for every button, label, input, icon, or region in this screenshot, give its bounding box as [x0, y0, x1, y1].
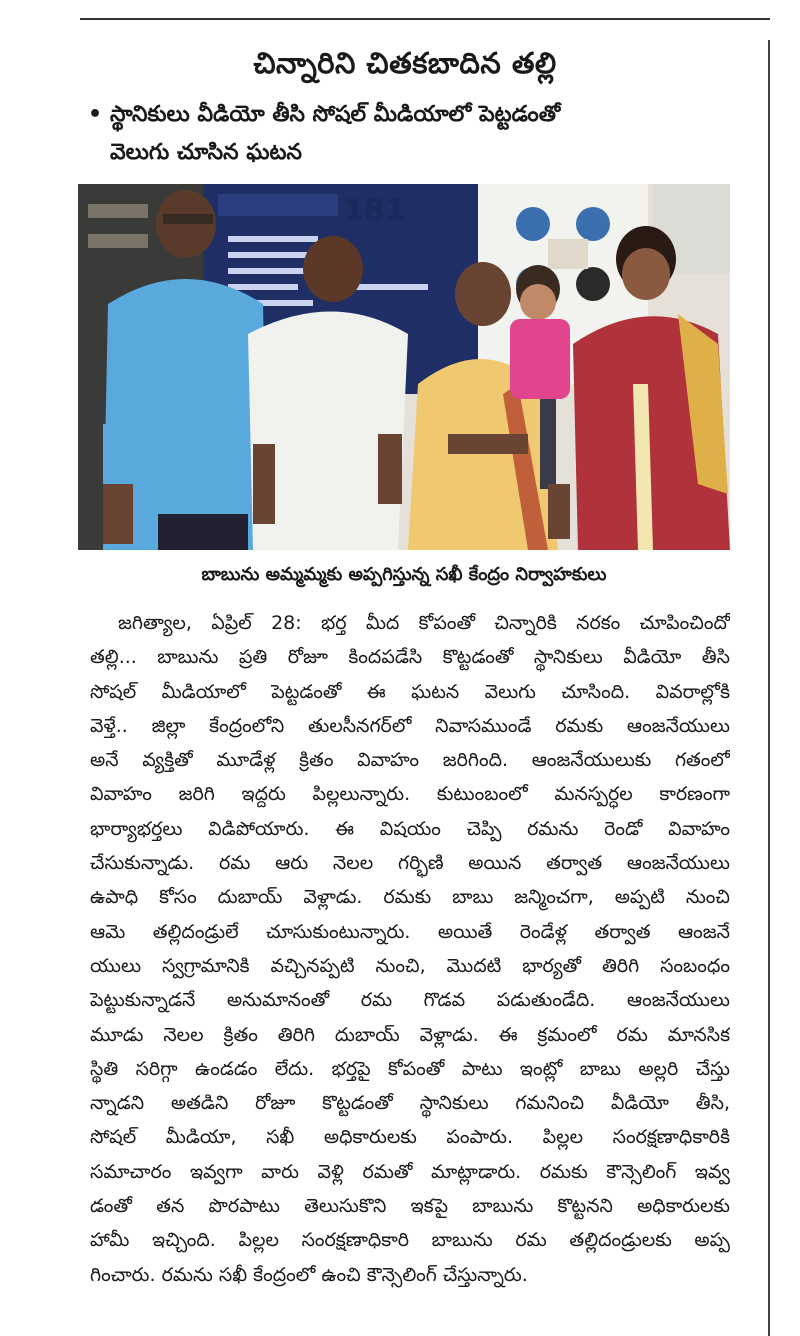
- article-body: [90, 606, 730, 1292]
- article-line: సోషల్ మీడియాలో పెట్టడంతో ఈ ఘటన వెలుగు చూసింది. వివరాల్లోకి: [90, 680, 730, 703]
- subheadline-text-1: స్థానికులు వీడియో తీసి సోషల్ మీడియాలో పెట్టడంతో: [110, 102, 561, 127]
- photo-illustration: [78, 184, 730, 550]
- article-line: హామీ ఇచ్చింది. పిల్లల సంరక్షణాధికారి బాబును రమ తల్లిదండ్రులకు అప్ప: [90, 1229, 730, 1252]
- article-line: స్థితి సరిగ్గా ఉండడం లేదు. భర్తపై కోపంతో పాటు ఇంట్లో బాబు అల్లరి చేస్తు: [90, 1057, 730, 1080]
- article-line: గించారు. రమను సఖీ కేంద్రంలో ఉంచి కౌన్సెలింగ్ చేస్తున్నారు.: [90, 1263, 528, 1286]
- article-line: జగిత్యాల, ఏప్రిల్ 28: భర్త మీద కోపంతో చిన్నారికి నరకం చూపించిందో: [118, 612, 730, 634]
- article-line: తల్లి... బాబును ప్రతి రోజూ కిందపడేసి కొట్టడంతో స్థానికులు వీడియో తీసి: [90, 646, 730, 669]
- article-line: ఉపాధి కోసం దుబాయ్ వెళ్లాడు. రమకు బాబు జన్మించగా, అప్పటి నుంచి: [90, 886, 730, 909]
- article-line: మూడు నెలల క్రితం తిరిగి దుబాయ్ వెళ్లాడు. ఈ క్రమంలో రమ మానసిక: [90, 1023, 730, 1046]
- article-line: వివాహం జరిగి ఇద్దరు పిల్లలున్నారు. కుటుంబంలో మనస్పర్ధల కారణంగా: [90, 783, 730, 806]
- article-line: సోషల్ మీడియా, సఖీ అధికారులకు పంపారు. పిల్లల సంరక్షణాధికారికి: [90, 1126, 730, 1149]
- subheadline: [88, 96, 728, 172]
- article-line: న్నాడని అతడిని రోజూ కొట్టడంతో స్థానికులు గమనించి వీడియో తీసి,: [90, 1092, 730, 1115]
- article-line: ఆమె తల్లిదండ్రులే చూసుకుంటున్నారు. అయితే రెండేళ్ల తర్వాత ఆంజనే: [90, 920, 730, 943]
- subheadline-line-2: వెలుగు చూసిన ఘటన: [110, 140, 302, 165]
- article-line: డంతో తన పొరపాటు తెలుసుకొని ఇకపై బాబును కొట్టనని అధికారులకు: [90, 1195, 730, 1218]
- article-line: భార్యాభర్తలు విడిపోయారు. ఈ విషయం చెప్పి రమను రెండో వివాహం: [90, 817, 730, 840]
- article-line: సమాచారం ఇవ్వగా వారు వెళ్లి రమతో మాట్లాడారు. రమకు కౌన్సెలింగ్ ఇవ్వ: [90, 1160, 730, 1183]
- article-line: అనే వ్యక్తితో మూడేళ్ల క్రితం వివాహం జరిగింది. ఆంజనేయులుకు గతంలో: [90, 749, 730, 772]
- article-line: యులు స్వగ్రామానికి వచ్చినప్పటి నుంచి, మొదటి భార్యతో తిరిగి సంబంధం: [90, 954, 730, 977]
- top-column-rule: [80, 18, 770, 20]
- right-column-rule: [768, 40, 770, 1336]
- helpline-number: 181: [343, 193, 406, 228]
- child-pink-shirt: [510, 319, 570, 399]
- photo-caption: బాబును అమ్మమ్మకు అప్పగిస్తున్న సఖీ కేంద్రం నిర్వాహకులు: [201, 564, 607, 585]
- headline: చిన్నారిని చితకబాదిన తల్లి: [253, 46, 557, 80]
- news-photo: [78, 184, 730, 550]
- article-line: చేసుకున్నాడు. రమ ఆరు నెలల గర్భిణి అయిన తర్వాత ఆంజనేయులు: [90, 852, 730, 875]
- article-line: వెళ్తే.. జిల్లా కేంద్రంలోని తులసీనగర్‌లో నివాసముండే రమకు ఆంజనేయులు: [90, 714, 730, 737]
- bullet-icon: •: [88, 102, 103, 127]
- subheadline-line-1: [88, 96, 728, 134]
- article-line: పెట్టుకున్నాడనే అనుమానంతో రమ గొడవ పడుతుండేది. ఆంజనేయులు: [90, 989, 730, 1012]
